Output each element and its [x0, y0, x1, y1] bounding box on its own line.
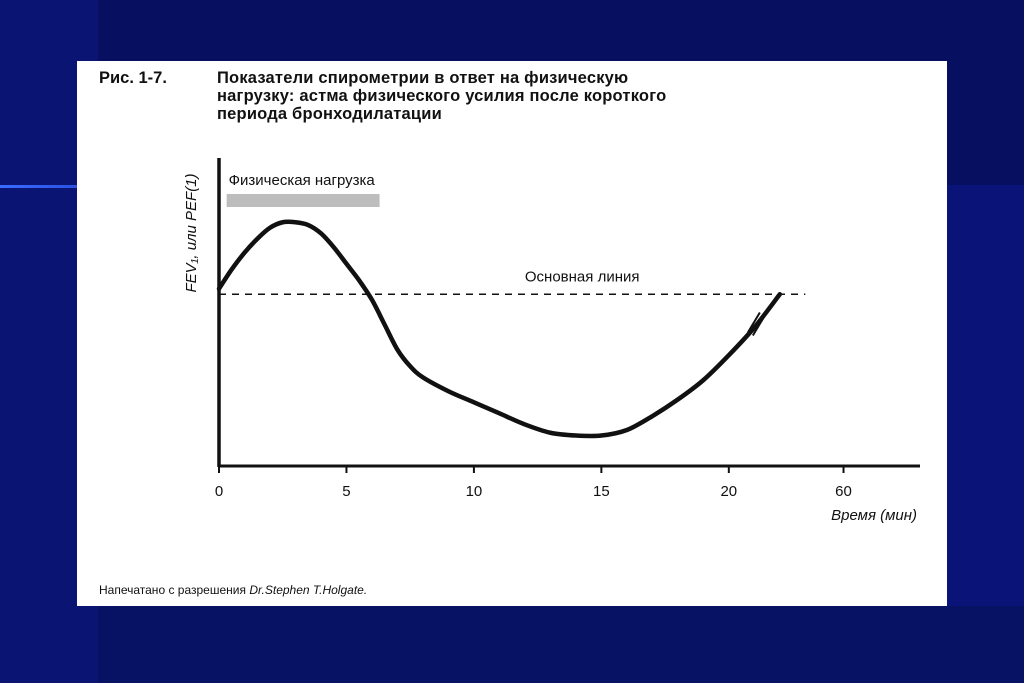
- y-axis-label: FEV₁, или PEF(1): [183, 173, 200, 293]
- figure-panel: [77, 61, 947, 606]
- figure-title: Показатели спирометрии в ответ на физическую нагрузку: астма физического усилия после короткого периода бронходилатации: [217, 69, 667, 123]
- exercise-bar: [227, 194, 380, 207]
- credit-prefix: Напечатано с разрешения: [99, 583, 250, 597]
- x-tick-label: 5: [342, 483, 351, 500]
- x-tick-label: 0: [214, 483, 224, 500]
- x-axis-label: Время (мин): [831, 507, 917, 524]
- x-tick-label: 10: [465, 483, 483, 500]
- figure-number: Рис. 1-7.: [99, 69, 167, 87]
- x-tick-label: 15: [593, 483, 610, 500]
- credit-name: Dr.Stephen T.Holgate.: [249, 583, 368, 597]
- background-bottom: [98, 606, 1024, 683]
- baseline-label: Основная линия: [524, 268, 640, 286]
- spirometry-chart: [77, 61, 947, 606]
- x-tick-label: 20: [720, 483, 738, 500]
- x-tick-label: 60: [835, 483, 852, 500]
- fev1-curve: [219, 222, 780, 436]
- exercise-label: Физическая нагрузка: [228, 172, 375, 189]
- figure-credit: [99, 583, 367, 597]
